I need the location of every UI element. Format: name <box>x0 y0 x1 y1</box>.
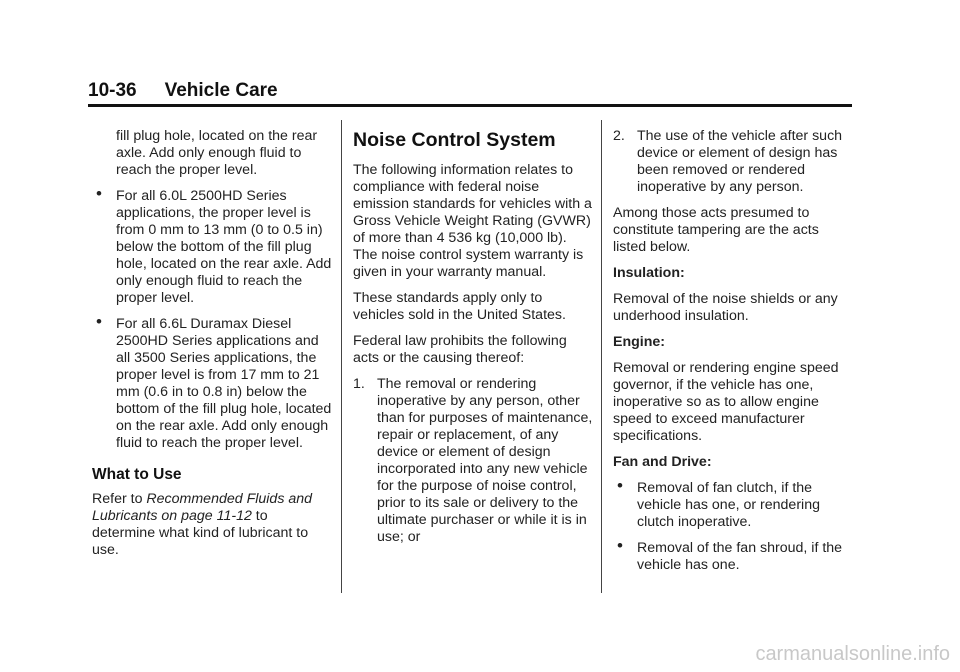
item-text: The use of the vehicle after such device or element of design has been removed or rendered inoperative by any person. <box>637 128 843 195</box>
standards-paragraph: These standards apply only to vehicles sold in the United States. <box>353 290 566 323</box>
bullet-icon: • <box>96 312 102 331</box>
intro-paragraph: The following information relates to compliance with federal noise emission standards for vehicles with a Gross Vehicle Weight Rating (GVWR) of more than 4 536 kg (10,000 lb). The noise control system warranty is given in your warranty manual. <box>353 162 592 280</box>
bullet-icon: • <box>617 476 623 495</box>
item-text: The removal or rendering inoperative by any person, other than for purposes of maintenance, repair or replacement, of any device or element of design incorporated into any new vehicle for the purpose of noise control, prior to its sale or delivery to the ultimate purchaser or while it is in use; or <box>377 376 593 545</box>
engine-label: Engine: <box>613 334 666 350</box>
numbered-item-2 <box>613 128 853 196</box>
item-number: 1. <box>353 376 365 392</box>
bullet-text: For all 6.0L 2500HD Series applications, the proper level is from 0 mm to 13 mm (0 to 0.5 in) below the bottom of the fill plug hole, located on the rear axle. Add only enough fluid to reach the proper level. <box>116 188 332 306</box>
bullet-text: For all 6.6L Duramax Diesel 2500HD Series applications and all 3500 Series applications, the proper level is from 17 mm to 21 mm (0.6 in to 0.8 in) below the bottom of the fill plug hole, located on the rear axle. Add only enough fluid to reach the proper level. <box>116 316 332 451</box>
column-2 <box>353 128 593 555</box>
column-1 <box>92 128 332 568</box>
bullet-item <box>613 536 853 574</box>
bullet-text: Removal of fan clutch, if the vehicle has one, or rendering clutch inoperative. <box>637 480 820 530</box>
section-title: Vehicle Care <box>164 80 278 101</box>
column-3 <box>613 128 853 583</box>
engine-text: Removal or rendering engine speed governor, if the vehicle has one, inoperative so as to allow engine speed to exceed manufacturer specifications. <box>613 360 839 444</box>
page-header <box>88 80 278 102</box>
item-number: 2. <box>613 128 625 144</box>
refer-paragraph <box>92 491 332 559</box>
insulation-label: Insulation: <box>613 265 685 281</box>
continued-text: fill plug hole, located on the rear axle. Add only enough fluid to reach the proper level. <box>116 128 318 178</box>
watermark: carmanualsonline.info <box>755 643 950 665</box>
bullet-item <box>92 184 332 307</box>
refer-link[interactable]: Recommended Fluids and Lubricants on page 11-12 <box>92 491 313 524</box>
refer-suffix: to determine what kind of lubricant to use. <box>92 508 309 558</box>
bullet-icon: • <box>96 184 102 203</box>
insulation-text: Removal of the noise shields or any underhood insulation. <box>613 291 838 324</box>
bullet-item <box>613 476 853 531</box>
noise-control-heading: Noise Control System <box>353 129 556 151</box>
column-divider-1 <box>341 120 342 593</box>
bullet-text: Removal of the fan shroud, if the vehicle has one. <box>637 540 843 573</box>
bullet-item <box>92 312 332 452</box>
numbered-item-1 <box>353 376 593 546</box>
header-rule <box>88 104 852 107</box>
bullet-icon: • <box>617 536 623 555</box>
fan-drive-label: Fan and Drive: <box>613 454 712 470</box>
page-number: 10-36 <box>88 80 137 101</box>
what-to-use-heading: What to Use <box>92 466 182 483</box>
column-divider-2 <box>601 120 602 593</box>
tampering-paragraph: Among those acts presumed to constitute tampering are the acts listed below. <box>613 205 819 255</box>
prohibits-paragraph: Federal law prohibits the following acts or the causing thereof: <box>353 333 567 366</box>
refer-prefix: Refer to <box>92 491 147 507</box>
